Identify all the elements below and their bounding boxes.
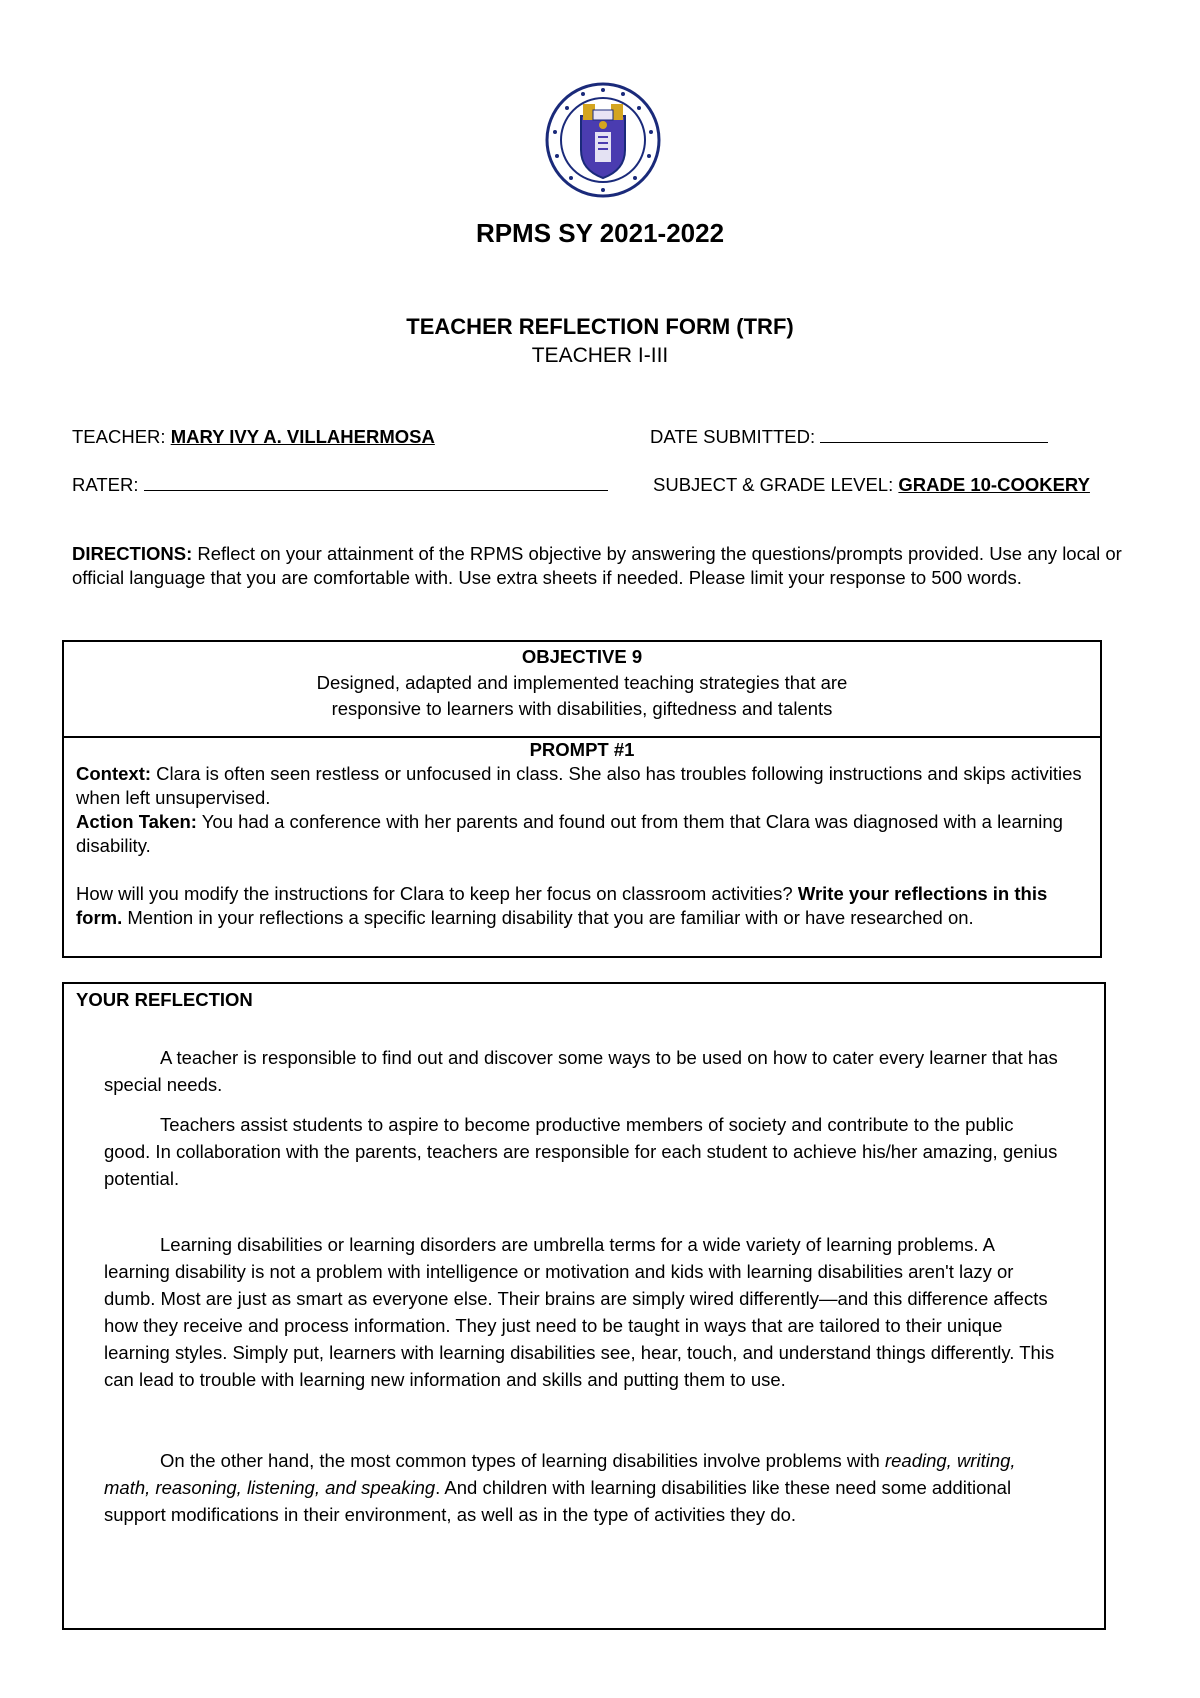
reflection-paragraph-1 (104, 1044, 1064, 1098)
teacher-value: MARY IVY A. VILLAHERMOSA (170, 426, 435, 447)
prompt-question (76, 882, 1088, 930)
subject-grade-value: GRADE 10-COOKERY (898, 474, 1090, 495)
question-tail: Mention in your reflections a specific learning disability that you are familiar with or have researched on. (122, 907, 974, 928)
action-taken-label: Action Taken: (76, 811, 197, 832)
rater-field (72, 474, 608, 496)
date-submitted-field (650, 426, 1048, 448)
reflection-paragraph-4-end: . And children with learning disabilities like these need some additional support modifications in their environment, as well as in the type of activities they do. (104, 1477, 1012, 1525)
question-bold: Write your reflections in this form. (76, 883, 1048, 928)
reflection-box (62, 982, 1106, 1630)
reflection-paragraph-3-text: Learning disabilities or learning disorders are umbrella terms for a wide variety of learning problems. A learning disability is not a problem with intelligence or motivation and kids with learning disabilities aren't lazy or dumb. Most are just as smart as everyone else. Their brains are simply wired differently—and this difference affects how they receive and process information. They just need to be taught in ways that are tailored to their unique learning styles. Simply put, learners with learning disabilities see, hear, touch, and understand things differently. This can lead to trouble with learning new information and skills and putting them to use. (104, 1234, 1055, 1390)
subject-grade-field (653, 474, 1090, 496)
objective-line-1: Designed, adapted and implemented teaching strategies that are (316, 672, 848, 693)
action-taken-text: You had a conference with her parents and found out from them that Clara was diagnosed with a learning disability. (76, 811, 1063, 856)
reflection-paragraph-4-start: On the other hand, the most common types of learning disabilities involve problems with (160, 1450, 885, 1471)
form-subtitle: TEACHER I-III (531, 344, 669, 367)
reflection-paragraph-1-text: A teacher is responsible to find out and discover some ways to be used on how to cater every learner that has special needs. (104, 1047, 1058, 1095)
prompt-box (62, 736, 1102, 958)
reflection-paragraph-3 (104, 1231, 1064, 1393)
deped-seal-logo (545, 82, 661, 198)
directions-label: DIRECTIONS: (72, 543, 193, 564)
prompt-title: PROMPT #1 (529, 739, 635, 760)
prompt-action-taken (76, 810, 1088, 858)
context-label: Context: (76, 763, 152, 784)
reflection-title: YOUR REFLECTION (76, 989, 253, 1010)
form-title: TEACHER REFLECTION FORM (TRF) (406, 314, 794, 339)
teacher-label: TEACHER: (72, 426, 166, 447)
document-title: RPMS SY 2021-2022 (475, 218, 725, 248)
objective-title: OBJECTIVE 9 (521, 646, 643, 667)
date-submitted-blank[interactable] (820, 426, 1048, 443)
directions (72, 542, 1127, 590)
objective-box (62, 640, 1102, 738)
date-submitted-label: DATE SUBMITTED: (650, 426, 816, 447)
rater-label: RATER: (72, 474, 139, 495)
reflection-paragraph-2 (104, 1111, 1064, 1192)
rater-blank[interactable] (144, 474, 608, 491)
reflection-paragraph-2-text: Teachers assist students to aspire to become productive members of society and contribute to the public good. In collaboration with the parents, teachers are responsible for each student to achieve his/her amazing, genius potential. (104, 1114, 1058, 1189)
teacher-field (72, 426, 435, 448)
question-text: How will you modify the instructions for Clara to keep her focus on classroom activities? (76, 883, 798, 904)
reflection-paragraph-4-italic: reading, writing, math, reasoning, listening, and speaking (104, 1450, 1016, 1498)
directions-text: Reflect on your attainment of the RPMS objective by answering the questions/prompts provided. Use any local or official language that you are comfortable with. Use extra sheets if needed. Please limit your response to 500 words. (72, 543, 1122, 588)
subject-grade-label: SUBJECT & GRADE LEVEL: (653, 474, 894, 495)
context-text: Clara is often seen restless or unfocused in class. She also has troubles following instructions and skips activities when left unsupervised. (76, 763, 1082, 808)
objective-line-2: responsive to learners with disabilities, giftedness and talents (331, 698, 833, 719)
reflection-paragraph-4 (104, 1447, 1064, 1528)
prompt-context (76, 762, 1088, 810)
